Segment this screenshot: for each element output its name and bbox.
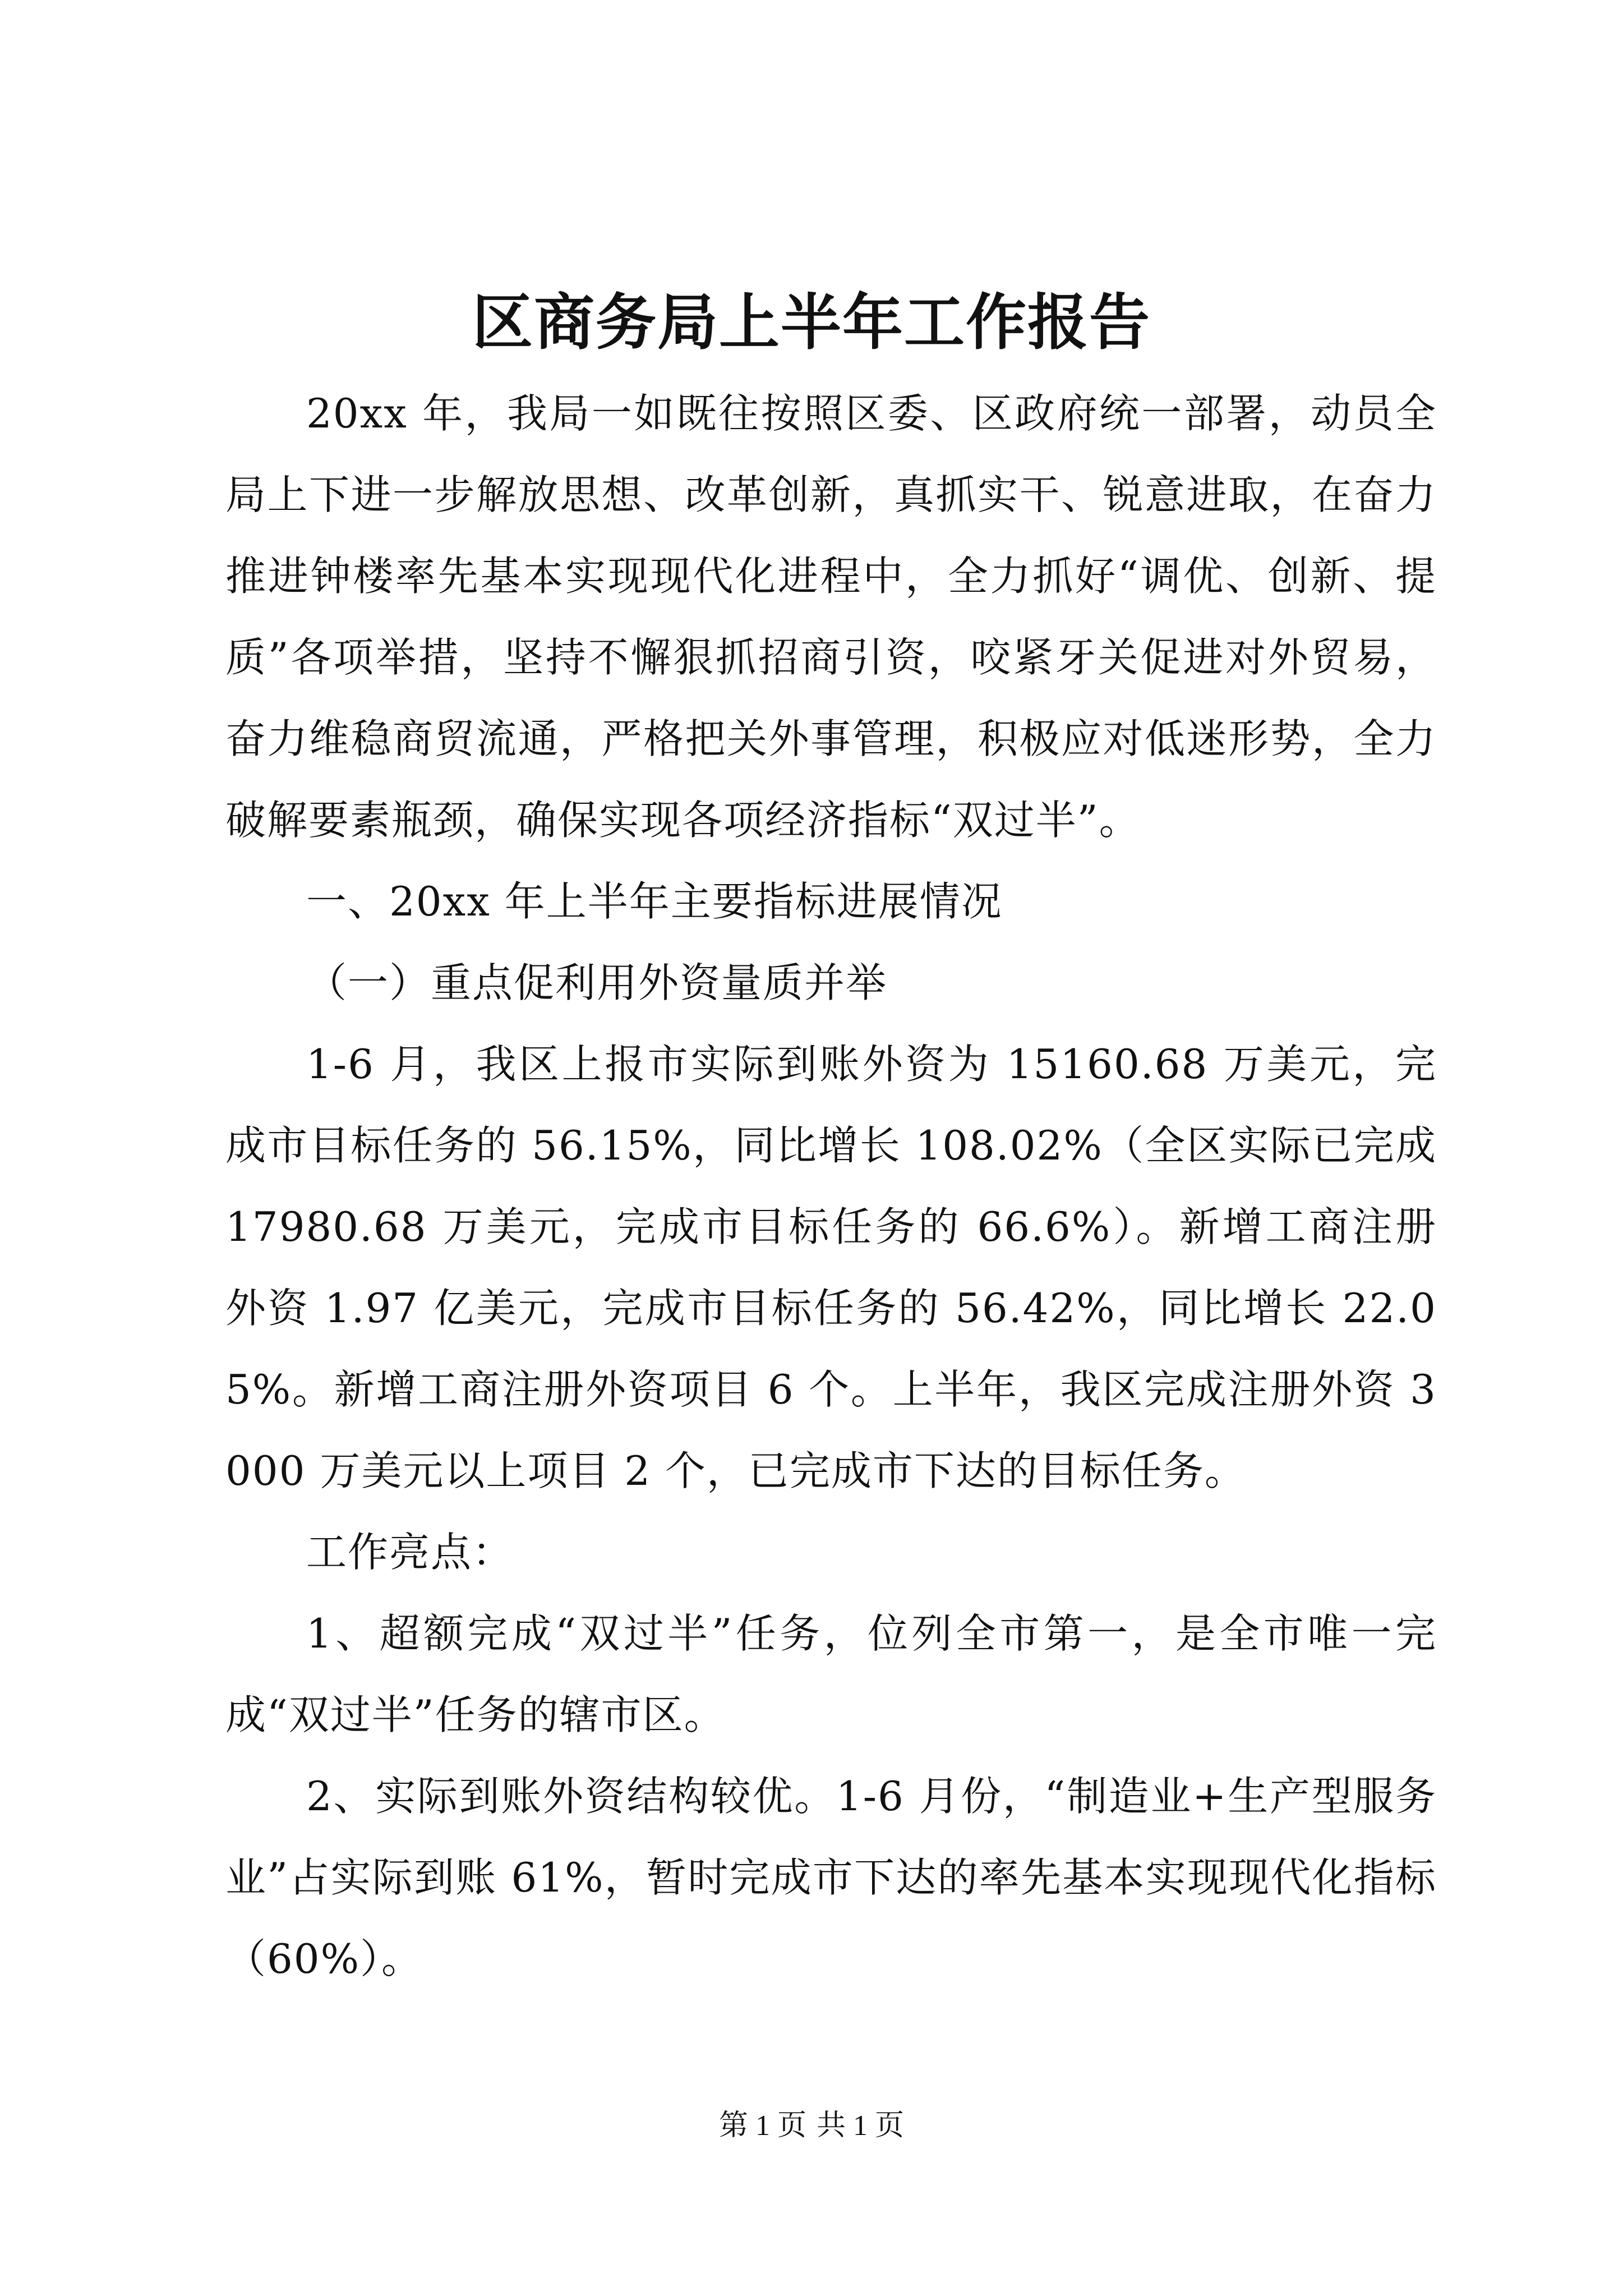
page-footer: [0, 2106, 1623, 2146]
subsection-heading: （一）重点促利用外资量质并举: [306, 959, 888, 1006]
highlight-item-2: 2、实际到账外资结构较优。1-6 月份，“制造业+生产型服务业”占实际到账 61%，暂时完成市下达的率先基本实现现代化指标（60%）。: [225, 1773, 1437, 1982]
section-heading: 一、20xx 年上半年主要指标进展情况: [306, 878, 1003, 925]
page-number: 第 1 页: [718, 2110, 806, 2142]
page-total: 共 1 页: [817, 2110, 905, 2142]
highlight-item-1: 1、超额完成“双过半”任务，位列全市第一，是全市唯一完成“双过半”任务的辖市区。: [225, 1610, 1437, 1738]
foreign-investment-paragraph: 1-6 月，我区上报市实际到账外资为 15160.68 万美元，完成市目标任务的 56.15%，同比增长 108.02%（全区实际已完成 17980.68 万美元，完成市目标任务的 66.6%）。新增工商注册外资 1.97 亿美元，完成市目标任务的 56.42%，同比增长 22.05%。新增工商注册外资项目 6 个。上半年，我区完成注册外资 3000 万美元以上项目 2 个，已完成市下达的目标任务。: [225, 1041, 1437, 1494]
highlights-label: 工作亮点：: [306, 1529, 514, 1576]
document-body: [225, 373, 1437, 2000]
intro-paragraph: 20xx 年，我局一如既往按照区委、区政府统一部署，动员全局上下进一步解放思想、改革创新，真抓实干、锐意进取，在奋力推进钟楼率先基本实现现代化进程中，全力抓好“调优、创新、提质”各项举措，坚持不懈狠抓招商引资，咬紧牙关促进对外贸易，奋力维稳商贸流通，严格把关外事管理，积极应对低迷形势，全力破解要素瓶颈，确保实现各项经济指标“双过半”。: [225, 390, 1437, 844]
document-title: 区商务局上半年工作报告: [472, 287, 1151, 358]
